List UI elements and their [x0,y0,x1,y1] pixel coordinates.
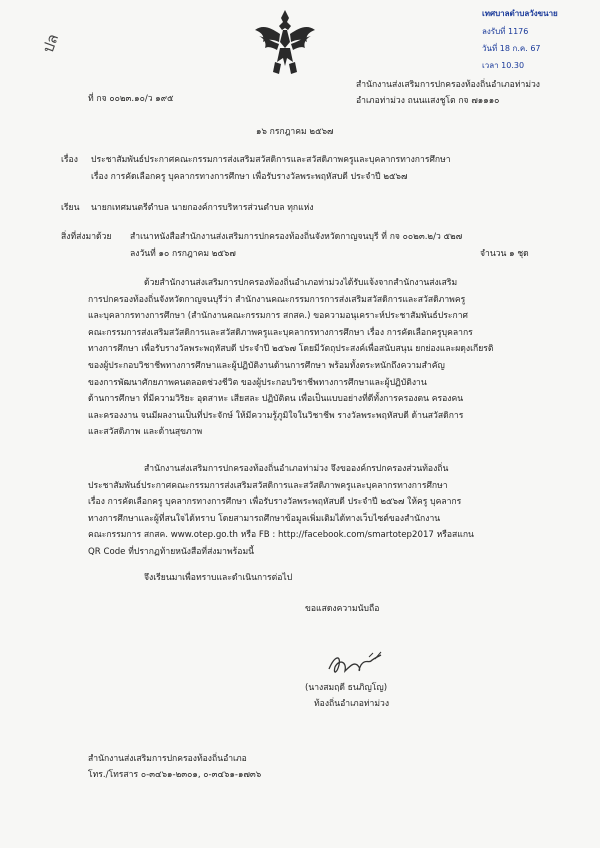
body-paragraph-3: จึงเรียนมาเพื่อทราบและดำเนินการต่อไป [144,573,293,583]
handwritten-note: ปล [38,31,63,56]
garuda-emblem-icon [253,8,317,76]
para2-line: เรื่อง การคัดเลือกครู บุคลากรทางการศึกษา เพื่อรับรางวัลพระพฤหัสบดี ประจำปี ๒๕๖๗ ให้ครู บุคลากร [88,497,462,508]
subject-label: เรื่อง [61,155,78,165]
para2-line: สำนักงานส่งเสริมการปกครองท้องถิ่นอำเภอท่าม่วง จึงขอองค์กรปกครองส่วนท้องถิ่น [144,464,449,474]
body-paragraph-2 [88,461,474,561]
footer-phone: โทร./โทรสาร ๐-๓๔๖๑-๒๓๐๑, ๐-๓๔๖๑-๑๗๓๖ [88,770,262,780]
para1-line: ทางการศึกษา เพื่อรับรางวัลพระพฤหัสบดี ประจำปี ๒๕๖๗ โดยมีวัตถุประสงค์เพื่อสนับสนุน ยกย่องและผดุงเกียรติ [88,344,494,355]
closing-regards: ขอแสดงความนับถือ [305,604,380,614]
recipient-text: นายกเทศมนตรีตำบล นายกองค์การบริหารส่วนตำบล ทุกแห่ง [91,203,314,213]
stamp-received-time: เวลา 10.30 [482,61,525,70]
subject-line2: เรื่อง การคัดเลือกครู บุคลากรทางการศึกษา เพื่อรับรางวัลพระพฤหัสบดี ประจำปี ๒๕๖๗ [91,172,408,182]
stamp-received-no: ลงรับที่ 1176 [482,27,529,36]
signer-title: ท้องถิ่นอำเภอท่าม่วง [314,699,390,709]
receipt-stamp [476,6,594,80]
para1-line: และบุคลากรทางการศึกษา (สำนักงานคณะกรรมการ สกสค.) ขอความอนุเคราะห์ประชาสัมพันธ์ประกาศ [88,311,468,322]
letter-date: ๑๖ กรกฎาคม ๒๕๖๗ [256,127,334,137]
para1-line: ของผู้ประกอบวิชาชีพทางการศึกษาและผู้ปฏิบัติงานด้านการศึกษา พร้อมทั้งตระหนักถึงความสำคัญ [88,360,445,371]
para1-line: ด้านการศึกษา ที่มีความวิริยะ อุตสาหะ เสียสละ ปฏิบัติตน เพื่อเป็นแบบอย่างที่ดีทั้งการครองตน ครองคน [88,394,464,405]
para1-line: การปกครองท้องถิ่นจังหวัดกาญจนบุรีว่า สำนักงานคณะกรรมการการส่งเสริมสวัสดิการและสวัสดิภาพครู [88,294,466,305]
enclosure-line2: ลงวันที่ ๑๐ กรกฎาคม ๒๕๖๗ [130,249,236,259]
subject-line1: ประชาสัมพันธ์ประกาศคณะกรรมการส่งเสริมสวัสดิการและสวัสดิภาพครูและบุคลากรทางการศึกษา [91,155,451,165]
para1-line: คณะกรรมการส่งเสริมสวัสดิการและสวัสดิภาพครูและบุคลากรทางการศึกษา เรื่อง การคัดเลือกครูบุคลากร [88,327,473,338]
stamp-title: เทศบาลตำบลวังขนาย [482,9,558,18]
enclosure-count: จำนวน ๑ ชุด [480,249,529,259]
para1-line: และครองงาน จนมีผลงานเป็นที่ประจักษ์ ให้มีความรู้ภูมิใจในวิชาชีพ รางวัลพระพฤหัสบดี ด้านสวัสดิการ [88,410,464,421]
signer-name: (นางสมฤดี ธนภิญโญ) [305,683,388,693]
stamp-received-date: วันที่ 18 ก.ค. 67 [482,44,541,53]
enclosure-line1: สำเนาหนังสือสำนักงานส่งเสริมการปกครองท้องถิ่นจังหวัดกาญจนบุรี ที่ กจ ๐๐๒๓.๒/ว ๕๒๗ [130,232,463,242]
footer-office: สำนักงานส่งเสริมการปกครองท้องถิ่นอำเภอ [88,754,247,764]
para2-line: ทางการศึกษาและผู้ที่สนใจได้ทราบ โดยสามารถศึกษาข้อมูลเพิ่มเติมได้ทางเว็บไซต์ของสำนักงาน [88,513,441,524]
para2-line: ประชาสัมพันธ์ประกาศคณะกรรมการส่งเสริมสวัสดิการและสวัสดิภาพครูและบุคลากรทางการศึกษา [88,480,448,491]
para2-line: คณะกรรมการ สกสค. www.otep.go.th หรือ FB : http://facebook.com/smartotep2017 หรือสแกน [88,530,474,541]
para1-line: ของการพัฒนาศักยภาพคนตลอดช่วงชีวิต ของผู้ประกอบวิชาชีพทางการศึกษาและผู้ปฏิบัติงาน [88,377,427,388]
signature-icon [325,651,387,681]
office-line1: สำนักงานส่งเสริมการปกครองท้องถิ่นอำเภอท่าม่วง [356,80,541,90]
para1-line: และสวัสดิภาพ และด้านสุขภาพ [88,427,203,438]
doc-number: ที่ กจ ๐๐๒๓.๑๐/ว ๑๙๕ [88,94,174,104]
recipient-label: เรียน [61,203,80,213]
para2-line: QR Code ที่ปรากฏท้ายหนังสือที่ส่งมาพร้อมนี้ [88,546,254,557]
office-line2: อำเภอท่าม่วง ถนนแสงชูโต กจ ๗๑๑๑๐ [356,96,500,106]
para1-line: ด้วยสำนักงานส่งเสริมการปกครองท้องถิ่นอำเภอท่าม่วงได้รับแจ้งจากสำนักงานส่งเสริม [144,278,458,288]
enclosure-label: สิ่งที่ส่งมาด้วย [61,232,112,242]
body-paragraph-1 [88,275,493,441]
